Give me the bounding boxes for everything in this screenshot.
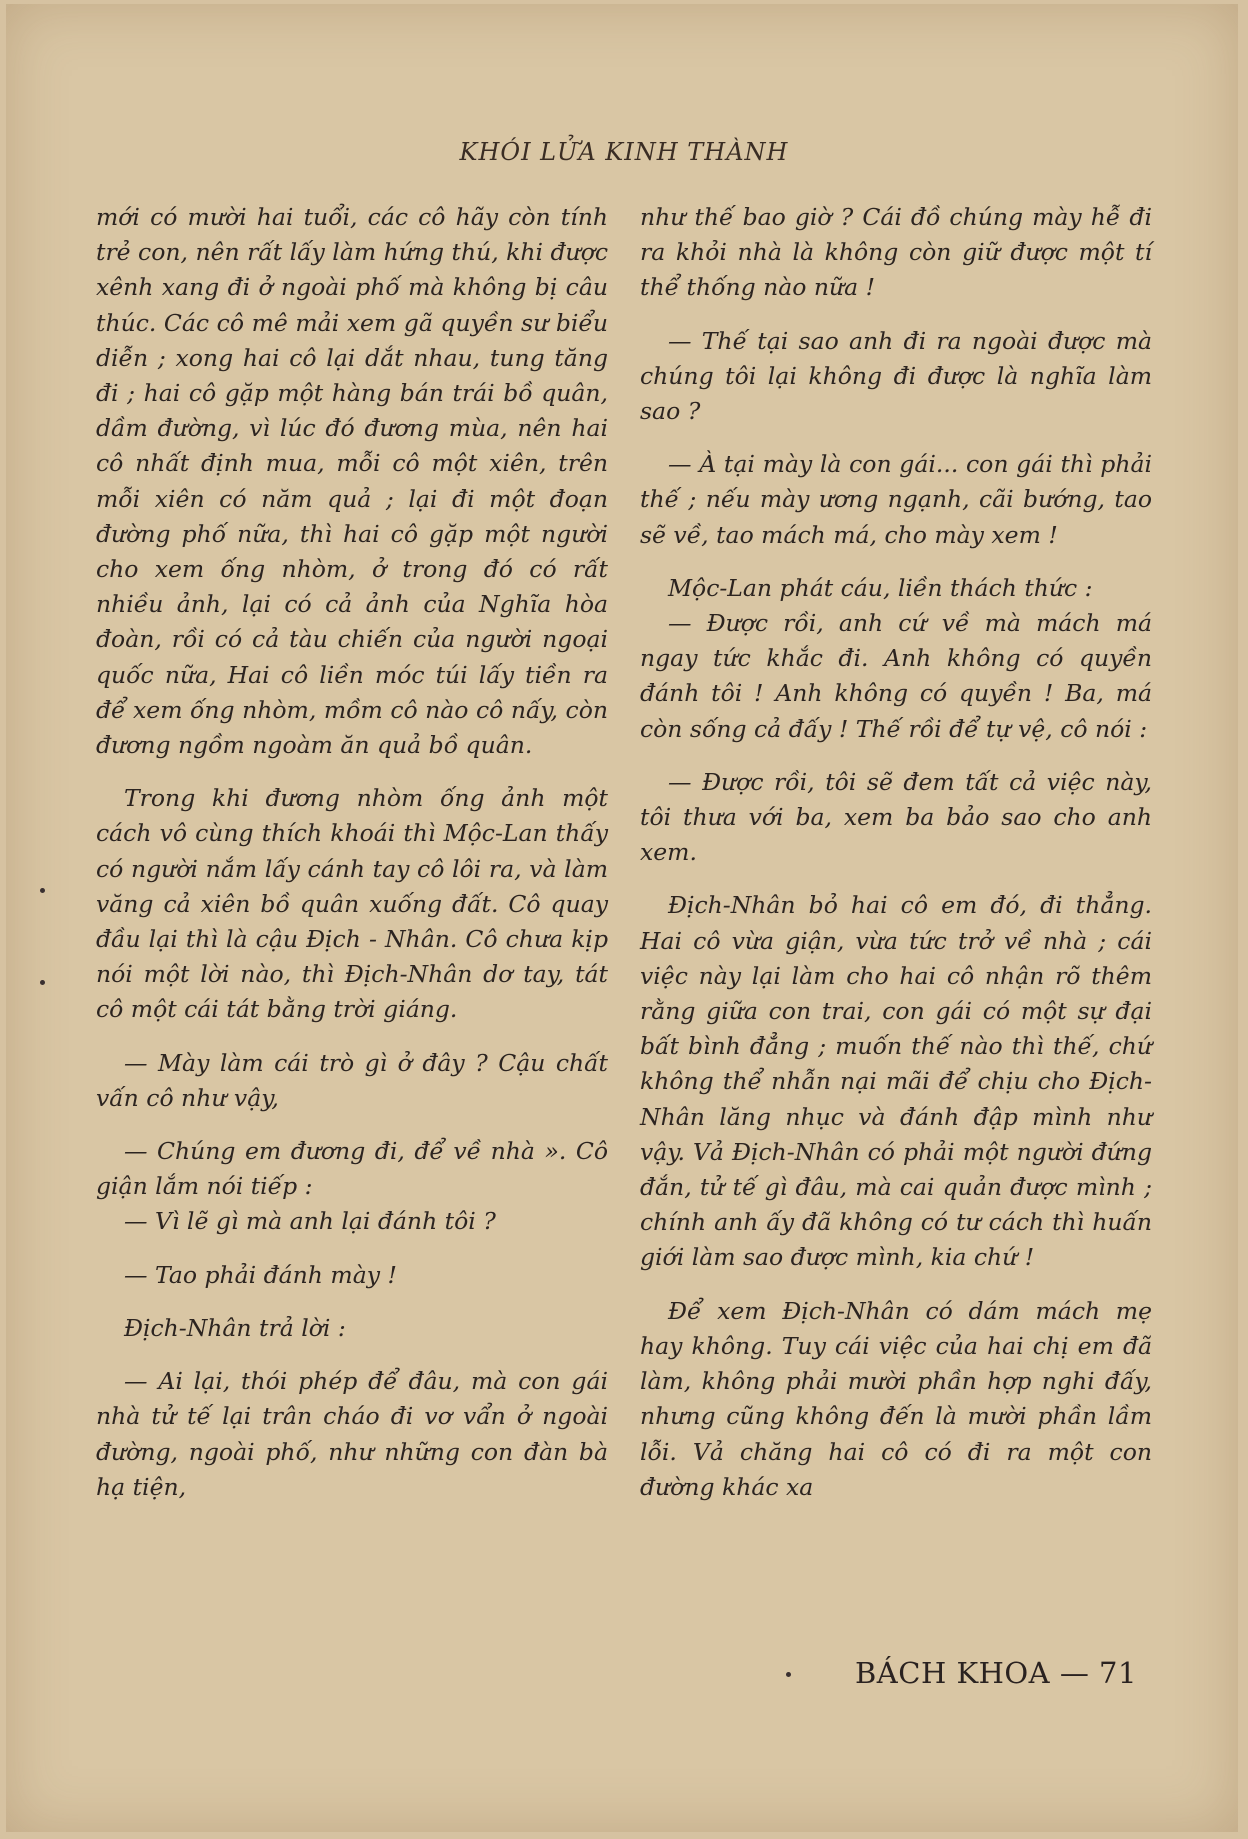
dialogue-line: — Tao phải đánh mày ! — [124, 1260, 397, 1289]
right-column — [640, 200, 1152, 1505]
left-column — [96, 200, 608, 1505]
dialogue-line: — Mày làm cái trò gì ở đây ? Cậu chất vấn cô như vậy, — [96, 1048, 608, 1112]
dialogue-line: — Ai lại, thói phép để đâu, mà con gái nhà tử tế lại trân cháo đi vơ vẩn ở ngoài đường, ngoài phố, như những con đàn bà hạ tiện, — [96, 1367, 608, 1501]
footer-bullet — [786, 1672, 791, 1677]
dialogue-line: — Vì lẽ gì mà anh lại đánh tôi ? — [124, 1207, 496, 1236]
dialogue-line: — Được rồi, anh cứ về mà mách má ngay tức khắc đi. Anh không có quyền đánh tôi ! Anh không có quyền ! Ba, má còn sống cả đấy ! Thế rồi để tự vệ, cô nói : — [640, 609, 1152, 743]
paragraph: như thế bao giờ ? Cái đồ chúng mày hễ đi ra khỏi nhà là không còn giữ được một tí thể thống nào nữa ! — [640, 203, 1152, 302]
running-header: KHÓI LỬA KINH THÀNH — [459, 138, 789, 166]
page-footer — [855, 1656, 1137, 1690]
paragraph: Mộc-Lan phát cáu, liền thách thức : — [668, 573, 1093, 602]
margin-mark — [40, 980, 45, 985]
dialogue-line: — Thế tại sao anh đi ra ngoài được mà chúng tôi lại không đi được là nghĩa làm sao ? — [640, 326, 1152, 426]
dialogue-line: — Chúng em đương đi, để về nhà ». Cô giận lắm nói tiếp : — [96, 1137, 608, 1201]
dialogue-line: — À tại mày là con gái... con gái thì phải thế ; nếu mày ương ngạnh, cãi bướng, tao sẽ về, tao mách má, cho mày xem ! — [640, 450, 1152, 549]
margin-mark — [40, 888, 45, 893]
paragraph: Để xem Địch-Nhân có dám mách mẹ hay không. Tuy cái việc của hai chị em đã làm, không phải mười phần hợp nghi đấy, nhưng cũng không đến là mười phần lầm lỗi. Vả chăng hai cô có đi ra một con đường khác xa — [640, 1296, 1152, 1501]
paragraph: Địch-Nhân trả lời : — [124, 1313, 346, 1342]
dialogue-line: — Được rồi, tôi sẽ đem tất cả việc này, tôi thưa với ba, xem ba bảo sao cho anh xem. — [640, 767, 1152, 867]
page-number: — 71 — [1059, 1656, 1137, 1690]
paragraph: mới có mười hai tuổi, các cô hãy còn tính trẻ con, nên rất lấy làm hứng thú, khi được xênh xang đi ở ngoài phố mà không bị câu thúc. Các cô mê mải xem gã quyền sư biểu diễn ; xong hai cô lại dắt nhau, tung tăng đi ; hai cô gặp một hàng bán trái bồ quân, dầm đường, vì lúc đó đương mùa, nên hai cô nhất định mua, mỗi cô một xiên, trên mỗi xiên có năm quả ; lại đi một đoạn đường phố nữa, thì hai cô gặp một người cho xem ống nhòm, ở trong đó có rất nhiều ảnh, lại có cả ảnh của Nghĩa hòa đoàn, rồi có cả tàu chiến của người ngoại quốc nữa, Hai cô liền móc túi lấy tiền ra để xem ống nhòm, mồm cô nào cô nấy, còn đương ngồm ngoàm ăn quả bồ quân. — [96, 203, 608, 760]
magazine-name: BÁCH KHOA — [855, 1656, 1051, 1690]
paragraph: Địch-Nhân bỏ hai cô em đó, đi thẳng. Hai cô vừa giận, vừa tức trở về nhà ; cái việc này lại làm cho hai cô nhận rõ thêm rằng giữa con trai, con gái có một sự đại bất bình đẳng ; muốn thế nào thì thế, chứ không thể nhẫn nại mãi để chịu cho Địch-Nhân lăng nhục và đánh đập mình như vậy. Vả Địch-Nhân có phải một người đứng đắn, tử tế gì đâu, mà cai quản được mình ; chính anh ấy đã không có tư cách thì huấn giới làm sao được mình, kia chứ ! — [640, 891, 1152, 1272]
paragraph: Trong khi đương nhòm ống ảnh một cách vô cùng thích khoái thì Mộc-Lan thấy có người nắm lấy cánh tay cô lôi ra, và làm văng cả xiên bồ quân xuống đất. Cô quay đầu lại thì là cậu Địch - Nhân. Cô chưa kịp nói một lời nào, thì Địch-Nhân dơ tay, tát cô một cái tát bằng trời giáng. — [96, 784, 608, 1024]
